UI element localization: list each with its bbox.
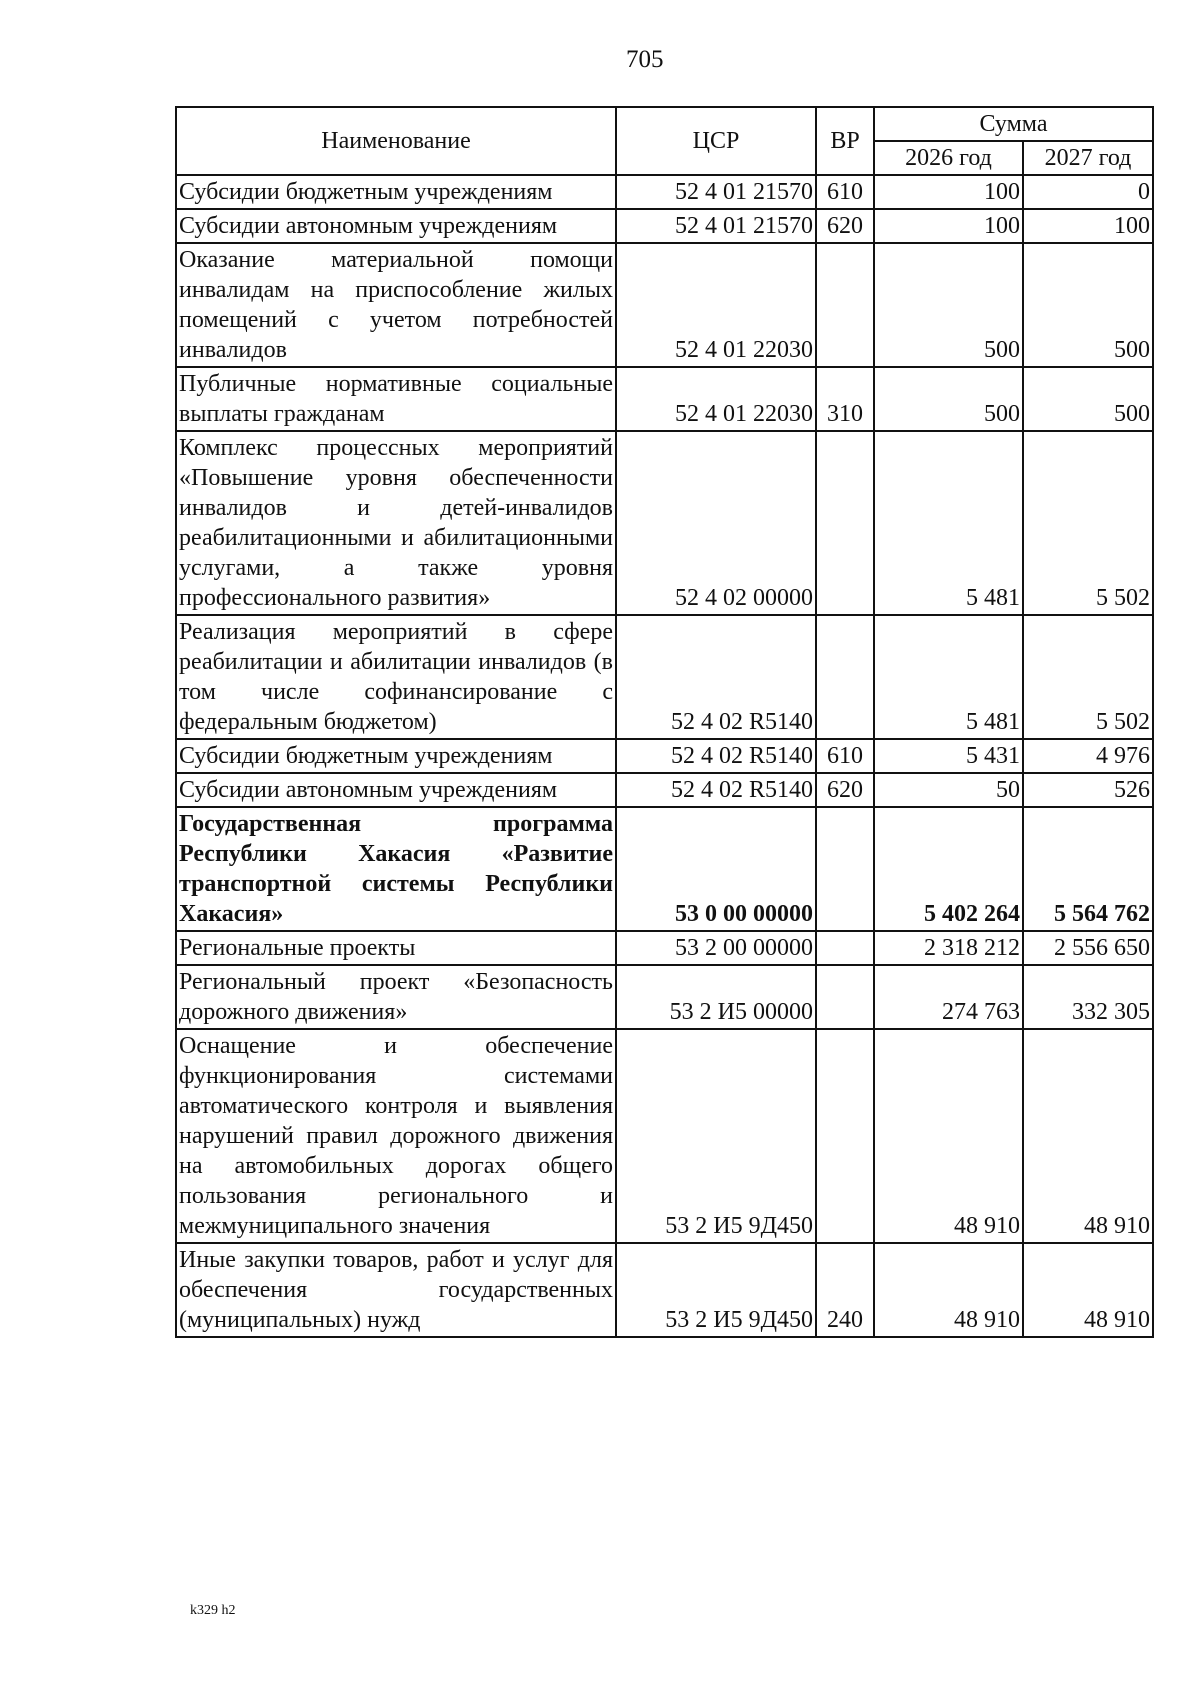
row-csr: 52 4 01 21570 <box>616 175 816 209</box>
table-row <box>176 175 1153 209</box>
row-vr <box>816 931 874 965</box>
row-sum-2026: 500 <box>874 243 1023 367</box>
row-vr: 240 <box>816 1243 874 1337</box>
row-name: Субсидии бюджетным учреждениям <box>176 175 616 209</box>
row-vr <box>816 965 874 1029</box>
row-csr: 53 2 И5 9Д450 <box>616 1243 816 1337</box>
row-name: Комплекс процессных мероприятий «Повышение уровня обеспеченности инвалидов и детей-инвалидов реабилитационными и абилитационными услугами, а также уровня профессионального развития» <box>176 431 616 615</box>
table-row <box>176 367 1153 431</box>
row-vr: 610 <box>816 739 874 773</box>
page-number: 705 <box>626 46 664 73</box>
row-name: Оказание материальной помощи инвалидам на приспособление жилых помещений с учетом потребностей инвалидов <box>176 243 616 367</box>
table-row <box>176 209 1153 243</box>
row-csr: 52 4 02 R5140 <box>616 739 816 773</box>
row-vr: 620 <box>816 209 874 243</box>
row-sum-2027: 500 <box>1023 367 1153 431</box>
row-name: Региональный проект «Безопасность дорожного движения» <box>176 965 616 1029</box>
row-sum-2027: 5 502 <box>1023 431 1153 615</box>
row-vr: 620 <box>816 773 874 807</box>
row-vr <box>816 1029 874 1243</box>
row-csr: 52 4 01 21570 <box>616 209 816 243</box>
row-sum-2027: 48 910 <box>1023 1029 1153 1243</box>
table-row <box>176 1029 1153 1243</box>
row-vr <box>816 807 874 931</box>
row-vr <box>816 243 874 367</box>
table-row <box>176 243 1153 367</box>
row-vr <box>816 615 874 739</box>
row-vr <box>816 431 874 615</box>
row-csr: 53 2 И5 00000 <box>616 965 816 1029</box>
row-name: Государственная программа Республики Хакасия «Развитие транспортной системы Республики Хакасия» <box>176 807 616 931</box>
header-sum: Сумма <box>874 107 1153 141</box>
row-sum-2027: 4 976 <box>1023 739 1153 773</box>
header-vr: ВР <box>816 107 874 175</box>
row-name: Субсидии бюджетным учреждениям <box>176 739 616 773</box>
row-sum-2027: 526 <box>1023 773 1153 807</box>
table-row <box>176 1243 1153 1337</box>
header-year-2027: 2027 год <box>1023 141 1153 175</box>
row-csr: 52 4 01 22030 <box>616 367 816 431</box>
row-sum-2027: 5 502 <box>1023 615 1153 739</box>
row-csr: 53 0 00 00000 <box>616 807 816 931</box>
row-name: Иные закупки товаров, работ и услуг для обеспечения государственных (муниципальных) нужд <box>176 1243 616 1337</box>
table-row <box>176 931 1153 965</box>
row-vr: 610 <box>816 175 874 209</box>
row-sum-2026: 48 910 <box>874 1243 1023 1337</box>
table-row <box>176 773 1153 807</box>
row-name: Субсидии автономным учреждениям <box>176 773 616 807</box>
row-sum-2027: 0 <box>1023 175 1153 209</box>
table-row <box>176 431 1153 615</box>
row-name: Публичные нормативные социальные выплаты гражданам <box>176 367 616 431</box>
row-vr: 310 <box>816 367 874 431</box>
table-row <box>176 615 1153 739</box>
table-row <box>176 807 1153 931</box>
row-sum-2026: 100 <box>874 175 1023 209</box>
row-csr: 52 4 02 R5140 <box>616 615 816 739</box>
row-sum-2027: 500 <box>1023 243 1153 367</box>
row-sum-2026: 50 <box>874 773 1023 807</box>
row-sum-2027: 100 <box>1023 209 1153 243</box>
row-csr: 52 4 02 R5140 <box>616 773 816 807</box>
row-sum-2027: 2 556 650 <box>1023 931 1153 965</box>
row-sum-2026: 500 <box>874 367 1023 431</box>
row-csr: 52 4 02 00000 <box>616 431 816 615</box>
row-csr: 53 2 00 00000 <box>616 931 816 965</box>
budget-table <box>175 106 1154 1338</box>
table-row <box>176 739 1153 773</box>
row-name: Субсидии автономным учреждениям <box>176 209 616 243</box>
row-sum-2027: 48 910 <box>1023 1243 1153 1337</box>
footer-code: k329 h2 <box>190 1603 236 1618</box>
header-csr: ЦСР <box>616 107 816 175</box>
row-name: Оснащение и обеспечение функционирования системами автоматического контроля и выявления нарушений правил дорожного движения на автомобильных дорогах общего пользования регионального и межмуниципального значения <box>176 1029 616 1243</box>
row-sum-2027: 332 305 <box>1023 965 1153 1029</box>
row-sum-2026: 5 431 <box>874 739 1023 773</box>
row-sum-2026: 100 <box>874 209 1023 243</box>
row-sum-2026: 274 763 <box>874 965 1023 1029</box>
header-year-2026: 2026 год <box>874 141 1023 175</box>
row-csr: 52 4 01 22030 <box>616 243 816 367</box>
row-csr: 53 2 И5 9Д450 <box>616 1029 816 1243</box>
header-name: Наименование <box>176 107 616 175</box>
row-sum-2027: 5 564 762 <box>1023 807 1153 931</box>
row-sum-2026: 48 910 <box>874 1029 1023 1243</box>
row-sum-2026: 5 481 <box>874 615 1023 739</box>
row-sum-2026: 2 318 212 <box>874 931 1023 965</box>
row-sum-2026: 5 481 <box>874 431 1023 615</box>
table-row <box>176 965 1153 1029</box>
row-name: Реализация мероприятий в сфере реабилитации и абилитации инвалидов (в том числе софинансирование с федеральным бюджетом) <box>176 615 616 739</box>
row-sum-2026: 5 402 264 <box>874 807 1023 931</box>
row-name: Региональные проекты <box>176 931 616 965</box>
